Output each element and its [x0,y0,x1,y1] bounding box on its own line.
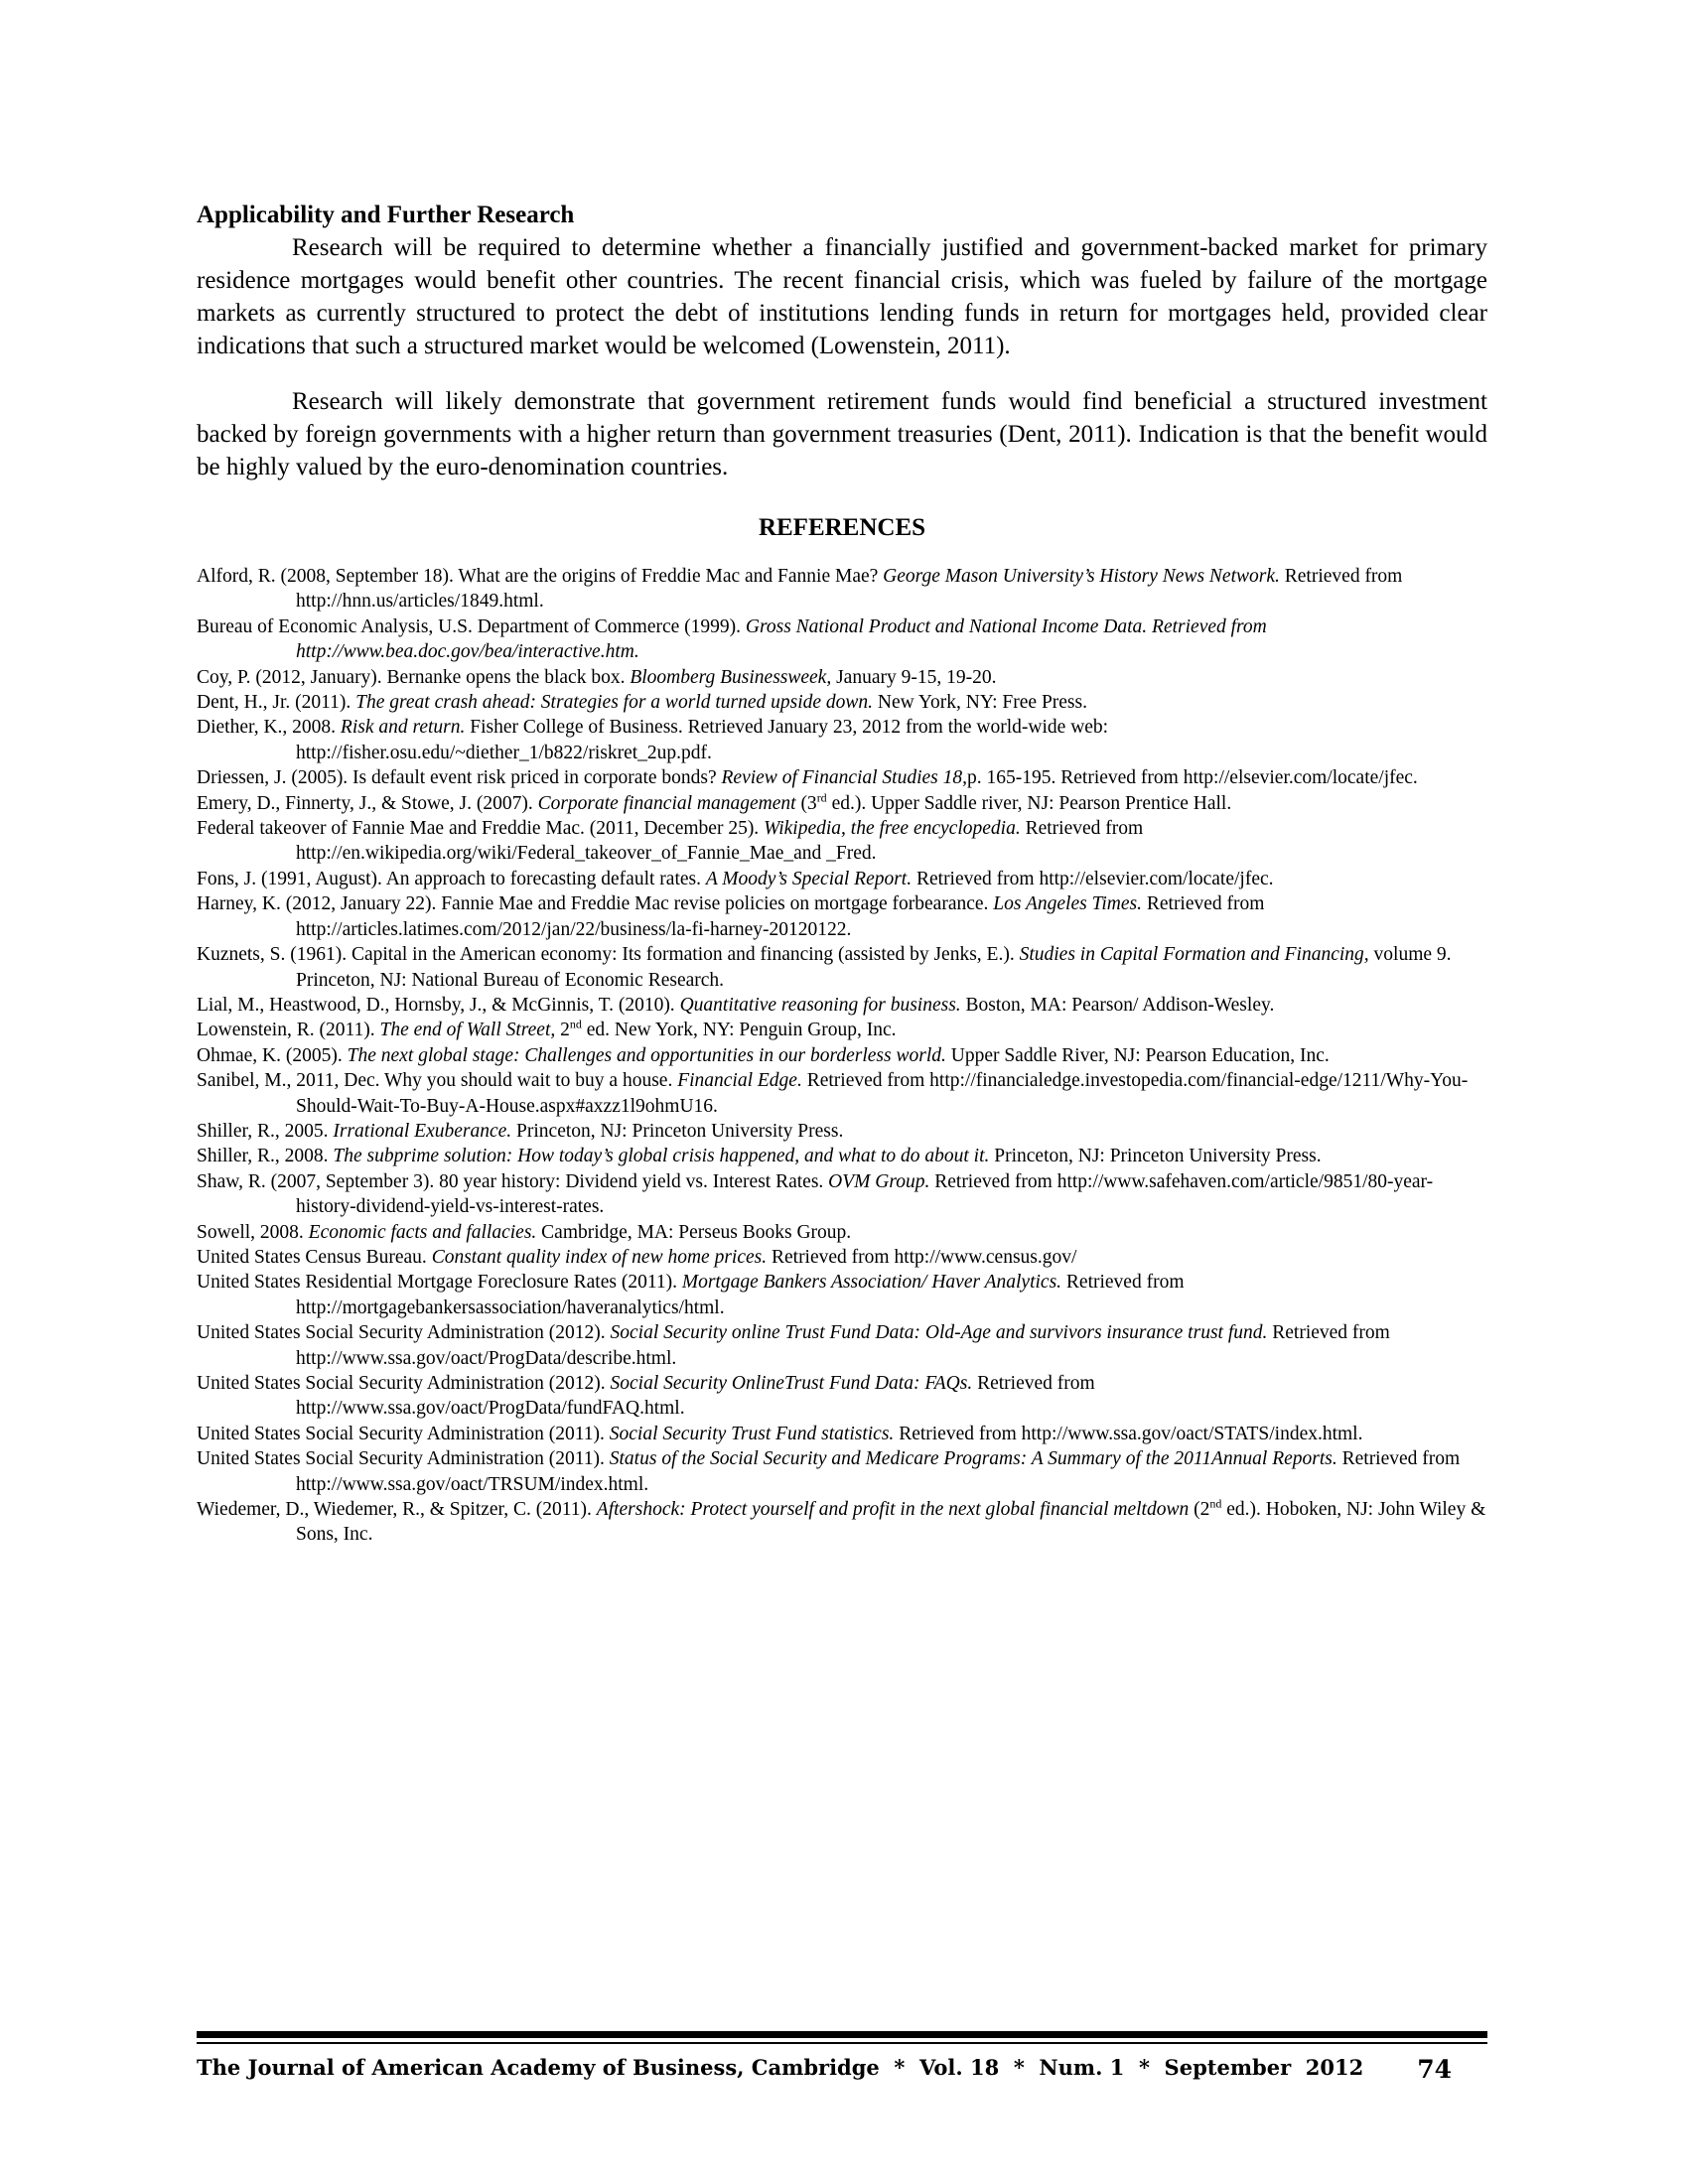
reference-item [197,891,1487,942]
reference-title: The next global stage: Challenges and opportunities in our borderless world. [347,1044,946,1066]
reference-item [197,1220,1487,1245]
reference-title: Gross National Product and National Income Data. Retrieved from http://www.bea.doc.gov/bea/interactive.htm. [296,615,1267,663]
reference-title: Social Security OnlineTrust Fund Data: FAQs. [610,1373,973,1394]
reference-item [197,665,1487,690]
paragraph-1: Research will be required to determine whether a financially justified and government-backed market for primary residence mortgages would benefit other countries. The recent financial crisis, which was fueled by failure of the mortgage markets as currently structured to protect the debt of institutions lending funds in return for mortgages held, provided clear indications that such a structured market would be welcomed (Lowenstein, 2011). [197,234,1487,359]
reference-title: A Moody’s Special Report. [705,868,913,889]
reference-item [197,614,1487,665]
reference-item [197,867,1487,891]
reference-text: Cambridge, MA: Perseus Books Group. [536,1221,852,1243]
reference-title: OVM Group. [828,1170,930,1192]
reference-text: Fons, J. (1991, August). An approach to forecasting default rates. [197,868,706,889]
page-number: 74 [1417,2055,1452,2084]
reference-title: Constant quality index of new home prices. [431,1246,768,1268]
reference-text: United States Social Security Administration (2012). [197,1373,611,1394]
reference-text: Princeton, NJ: Princeton University Press. [989,1146,1322,1167]
reference-text: Retrieved from http://hnn.us/articles/1849.html. [296,566,1403,613]
reference-text: Retrieved from http://en.wikipedia.org/wiki/Federal_takeover_of_Fannie_Mae_and _Fred. [296,818,1144,865]
reference-text: United States Social Security Administration (2011). [197,1448,610,1470]
reference-item [197,1043,1487,1068]
reference-text: Retrieved from http://financialedge.investopedia.com/financial-edge/1211/Why-You-Should-Wait-To-Buy-A-House.aspx#axzz1l9ohmU16. [296,1070,1469,1117]
reference-item [197,564,1487,614]
reference-item [197,993,1487,1018]
reference-text: Alford, R. (2008, September 18). What are the origins of Freddie Mac and Fannie Mae? [197,566,884,587]
reference-title: The subprime solution: How today’s global crisis happened, and what to do about it. [333,1146,990,1167]
reference-item [197,791,1487,816]
reference-item [197,1371,1487,1422]
reference-text: ed. New York, NY: Penguin Group, Inc. [581,1020,897,1041]
reference-superscript: nd [1209,1496,1222,1511]
reference-text: Boston, MA: Pearson/ Addison-Wesley. [960,994,1275,1016]
reference-text: New York, NY: Free Press. [873,692,1087,714]
footer-rule-thick [197,2031,1487,2038]
reference-text: Shiller, R., 2008. [197,1146,334,1167]
reference-text: Retrieved from http://www.ssa.gov/oact/TRSUM/index.html. [296,1448,1461,1495]
reference-item [197,1144,1487,1168]
reference-text: January 9-15, 19-20. [831,666,997,688]
reference-text: Lowenstein, R. (2011). [197,1020,380,1041]
page-body [197,199,1487,1548]
reference-text: 2 [555,1020,570,1041]
footer-rule-thin [197,2042,1487,2044]
reference-title: Irrational Exuberance. [333,1120,512,1142]
reference-text: ed.). Hoboken, NJ: John Wiley & Sons, Inc. [296,1499,1486,1546]
reference-title: Los Angeles Times. [993,893,1142,915]
reference-title: Mortgage Bankers Association/ Haver Analytics. [681,1272,1062,1294]
reference-text: United States Social Security Administration (2011). [197,1423,610,1444]
reference-item [197,942,1487,993]
reference-title: George Mason University’s History News Network. [883,566,1280,587]
reference-text: Wiedemer, D., Wiedemer, R., & Spitzer, C. (2011). [197,1499,597,1521]
reference-text: Ohmae, K. (2005). [197,1044,348,1066]
reference-title: Status of the Social Security and Medicare Programs: A Summary of the 2011Annual Reports. [609,1448,1337,1470]
reference-text: Dent, H., Jr. (2011). [197,692,356,714]
reference-title: Economic facts and fallacies. [308,1221,537,1243]
reference-text: Princeton, NJ: Princeton University Press. [511,1120,844,1142]
reference-title: Quantitative reasoning for business. [679,994,961,1016]
reference-text: (3 [795,792,817,814]
reference-superscript: rd [816,790,827,805]
reference-item [197,1270,1487,1320]
reference-text: Fisher College of Business. Retrieved January 23, 2012 from the world-wide web: http://fisher.osu.edu/~diether_1/b822/riskret_2up.pdf. [296,717,1109,763]
reference-title: Bloomberg Businessweek, [630,666,832,688]
reference-superscript: nd [569,1017,582,1031]
reference-item [197,1169,1487,1220]
reference-text: Shiller, R., 2005. [197,1120,334,1142]
reference-item [197,765,1487,790]
reference-text: Shaw, R. (2007, September 3). 80 year history: Dividend yield vs. Interest Rates. [197,1170,829,1192]
journal-citation: The Journal of American Academy of Business, Cambridge * Vol. 18 * Num. 1 * September 2012 [197,2055,1364,2080]
reference-item [197,1497,1487,1548]
reference-item [197,715,1487,765]
reference-text: Driessen, J. (2005). Is default event risk priced in corporate bonds? [197,767,722,789]
reference-text: Kuznets, S. (1961). Capital in the American economy: Its formation and financing (assisted by Jenks, E.). [197,944,1020,966]
reference-text: Lial, M., Heastwood, D., Hornsby, J., & McGinnis, T. (2010). [197,994,680,1016]
reference-text: p. 165-195. Retrieved from http://elsevier.com/locate/jfec. [967,767,1418,789]
reference-text: Bureau of Economic Analysis, U.S. Department of Commerce (1999). [197,615,746,637]
reference-item [197,816,1487,867]
reference-title: Studies in Capital Formation and Financing, [1019,944,1369,966]
reference-title: Financial Edge. [677,1070,802,1092]
reference-item [197,1422,1487,1446]
reference-item [197,690,1487,715]
reference-title: Social Security Trust Fund statistics. [609,1423,895,1444]
reference-title: Risk and return. [340,717,466,739]
paragraph-2: Research will likely demonstrate that government retirement funds would find beneficial a structured investment backed by foreign governments with a higher return than government treasuries (Dent, 2011). Indication is that the benefit would be highly valued by the euro-denomination countries. [197,388,1487,480]
reference-title: Aftershock: Protect yourself and profit in the next global financial meltdown [596,1499,1190,1521]
reference-text: Retrieved from http://www.ssa.gov/oact/STATS/index.html. [894,1423,1363,1444]
reference-text: Retrieved from http://articles.latimes.com/2012/jan/22/business/la-fi-harney-20120122. [296,893,1265,940]
reference-text: Coy, P. (2012, January). Bernanke opens the black box. [197,666,631,688]
references-heading: REFERENCES [758,514,926,541]
reference-text: Retrieved from http://www.safehaven.com/article/9851/80-year-history-dividend-yield-vs-interest-rates. [296,1170,1434,1218]
reference-text: Emery, D., Finnerty, J., & Stowe, J. (2007). [197,792,538,814]
reference-text: volume 9. Princeton, NJ: National Bureau of Economic Research. [296,944,1452,991]
references-list [197,564,1487,1548]
reference-text: Upper Saddle River, NJ: Pearson Education, Inc. [945,1044,1330,1066]
reference-title: Review of Financial Studies 18, [721,767,968,789]
reference-item [197,1320,1487,1371]
reference-text: United States Residential Mortgage Foreclosure Rates (2011). [197,1272,682,1294]
reference-title: The great crash ahead: Strategies for a world turned upside down. [355,692,874,714]
reference-text: Diether, K., 2008. [197,717,341,739]
reference-text: Harney, K. (2012, January 22). Fannie Mae and Freddie Mac revise policies on mortgage forbearance. [197,893,994,915]
reference-text: Sowell, 2008. [197,1221,309,1243]
section-title: Applicability and Further Research [197,202,575,228]
reference-text: United States Census Bureau. [197,1246,432,1268]
reference-title: Wikipedia, the free encyclopedia. [764,818,1021,840]
reference-item [197,1446,1487,1497]
page-footer [197,2055,1487,2084]
reference-item [197,1068,1487,1119]
reference-item [197,1245,1487,1270]
reference-text: Retrieved from http://www.census.gov/ [767,1246,1077,1268]
reference-text: Retrieved from http://mortgagebankersassociation/haveranalytics/html. [296,1272,1185,1318]
reference-title: The end of Wall Street, [379,1020,556,1041]
reference-title: Corporate financial management [537,792,796,814]
reference-text: Retrieved from http://www.ssa.gov/oact/ProgData/fundFAQ.html. [296,1373,1095,1420]
reference-text: Retrieved from http://www.ssa.gov/oact/ProgData/describe.html. [296,1322,1390,1369]
reference-text: Federal takeover of Fannie Mae and Freddie Mac. (2011, December 25). [197,818,765,840]
reference-title: Social Security online Trust Fund Data: Old-Age and survivors insurance trust fund. [610,1322,1268,1344]
reference-text: (2 [1189,1499,1210,1521]
reference-text: Sanibel, M., 2011, Dec. Why you should wait to buy a house. [197,1070,678,1092]
reference-text: Retrieved from http://elsevier.com/locate/jfec. [912,868,1274,889]
reference-text: ed.). Upper Saddle river, NJ: Pearson Prentice Hall. [826,792,1232,814]
reference-item [197,1119,1487,1144]
reference-item [197,1018,1487,1042]
reference-text: United States Social Security Administration (2012). [197,1322,611,1344]
